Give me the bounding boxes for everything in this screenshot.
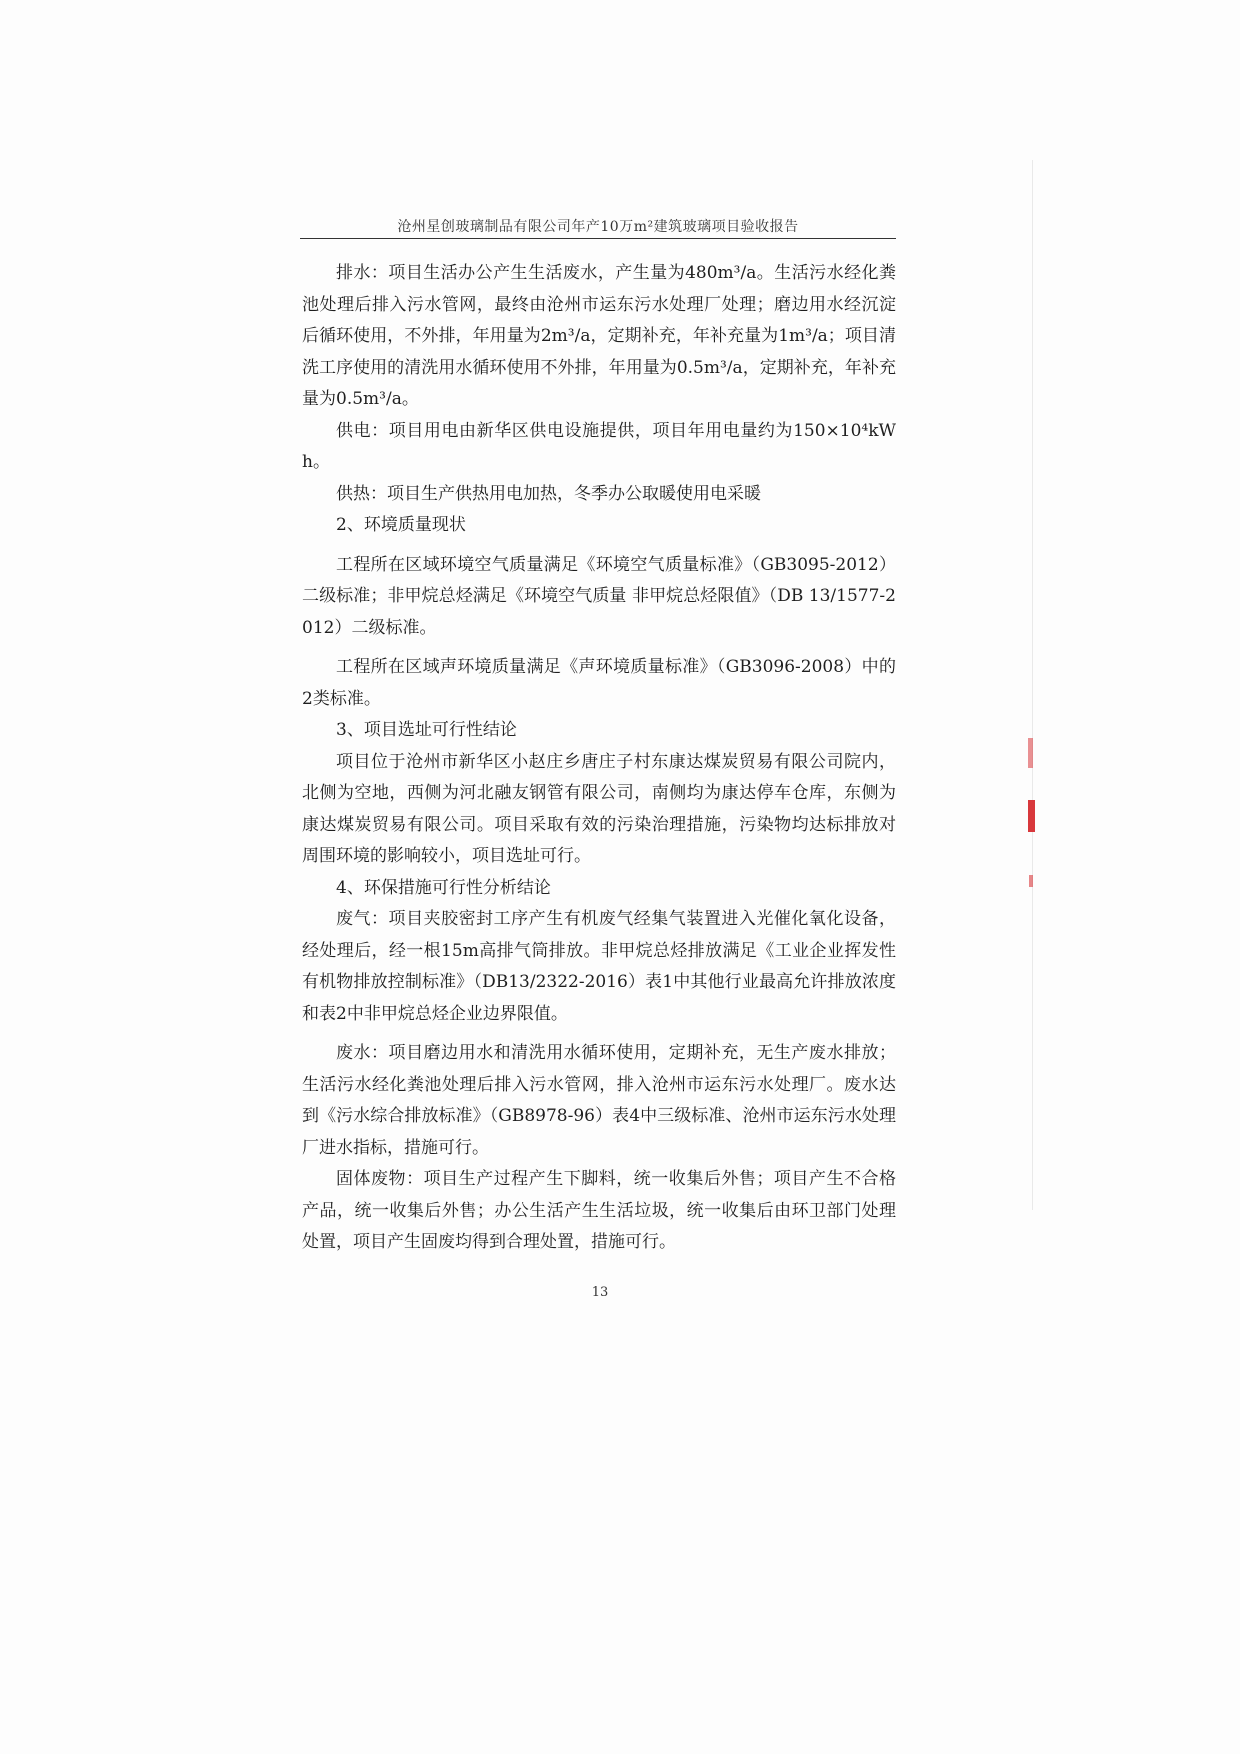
seal-fragment-middle xyxy=(1028,800,1035,832)
page-body xyxy=(302,258,896,1259)
paragraph-air-quality: 工程所在区域环境空气质量满足《环境空气质量标准》（GB3095-2012）二级标准；非甲烷总烃满足《环境空气质量 非甲烷总烃限值》（DB 13/1577-2012）二级标准。 xyxy=(302,554,896,638)
header-rule xyxy=(300,238,896,239)
section-heading-measures: 4、环保措施可行性分析结论 xyxy=(336,877,551,898)
paragraph-waste-gas: 废气：项目夹胶密封工序产生有机废气经集气装置进入光催化氧化设备，经处理后，经一根15m高排气筒排放。非甲烷总烃排放满足《工业企业挥发性有机物排放控制标准》（DB13/2322-2016）表1中其他行业最高允许排放浓度和表2中非甲烷总烃企业边界限值。 xyxy=(302,909,896,1024)
scan-edge-line xyxy=(1032,160,1033,1210)
paragraph-noise-quality: 工程所在区域声环境质量满足《声环境质量标准》（GB3096-2008）中的2类标准。 xyxy=(302,657,896,709)
seal-fragment-bottom xyxy=(1029,875,1033,887)
seal-fragment-top xyxy=(1028,738,1033,768)
paragraph-power: 供电：项目用电由新华区供电设施提供，项目年用电量约为150×10⁴kWh。 xyxy=(302,420,896,472)
paragraph-site-selection: 项目位于沧州市新华区小赵庄乡唐庄子村东康达煤炭贸易有限公司院内，北侧为空地，西侧为河北融友钢管有限公司，南侧均为康达停车仓库，东侧为康达煤炭贸易有限公司。项目采取有效的污染治理措施，污染物均达标排放对周围环境的影响较小，项目选址可行。 xyxy=(302,751,896,866)
paragraph-waste-water: 废水：项目磨边用水和清洗用水循环使用，定期补充，无生产废水排放；生活污水经化粪池处理后排入污水管网，排入沧州市运东污水处理厂。废水达到《污水综合排放标准》（GB8978-96）表4中三级标准、沧州市运东污水处理厂进水指标，措施可行。 xyxy=(302,1043,896,1158)
running-header: 沧州星创玻璃制品有限公司年产10万m²建筑玻璃项目验收报告 xyxy=(397,219,799,235)
section-heading-environmental-quality: 2、环境质量现状 xyxy=(336,515,466,535)
paragraph-heating: 供热：项目生产供热用电加热，冬季办公取暖使用电采暖 xyxy=(336,483,761,504)
page-number: 13 xyxy=(591,1285,609,1300)
paragraph-solid-waste: 固体废物：项目生产过程产生下脚料，统一收集后外售；项目产生不合格产品，统一收集后外售；办公生活产生生活垃圾，统一收集后由环卫部门处理处置，项目产生固废均得到合理处置，措施可行。 xyxy=(302,1169,896,1252)
section-heading-site-selection: 3、项目选址可行性结论 xyxy=(336,720,517,740)
paragraph-drainage: 排水：项目生活办公产生生活废水，产生量为480m³/a。生活污水经化粪池处理后排入污水管网，最终由沧州市运东污水处理厂处理；磨边用水经沉淀后循环使用，不外排，年用量为2m³/a，定期补充，年补充量为1m³/a；项目清洗工序使用的清洗用水循环使用不外排，年用量为0.5m³/a，定期补充，年补充量为0.5m³/a。 xyxy=(302,263,896,409)
